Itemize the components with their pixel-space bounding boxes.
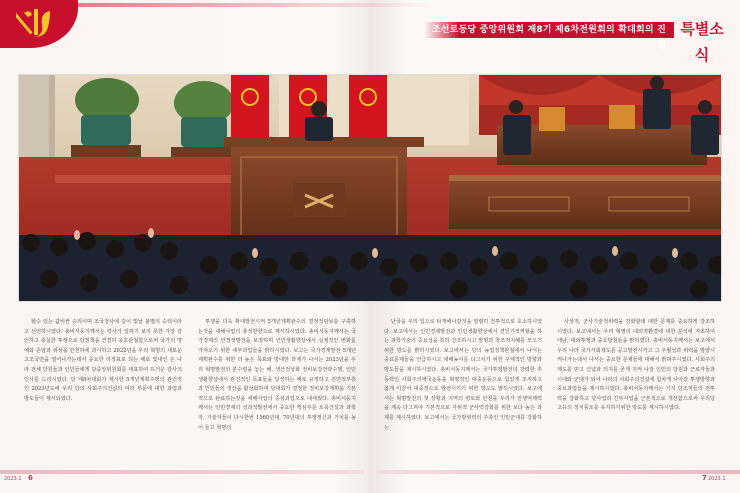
column-4-paragraph: 사상적, 군사기술적위력을 강화할데 대한 문제를 중요하게 강조하시였다. 보고에서는 우리 혁명의 대외적환경에 대한 분석에 기초하여 대남, 대외투쟁과 중요방침들을 밝히였다. 총비서동지께서는 보고에서 우리 나라 국가사회제도를 공고발전시키고 그 우월성과 위력을 발양시켜나가는데서 나서는 중요한 문제들에 대해서 밝혀주시였다. 사회주의제도를 믿고 신념과 의지를 굳게 지켜 나갈 인민의 당원과 근로자들과 시대와 군대가 되어 나라의 사회주의건설에 힘차게 나아갈 투쟁방향과 중요과업들을 제시하시였다. 총비서동지께서는 기지 당조직들의 전투력을 강화하고 당사업과 간부사업을 근본적으로 개선함으로써 우리당 고유의 정치풍토를 유지하기위한 방도를 제시하시였다. (557, 319, 715, 412)
column-3-paragraph: 난국을 우리 힘으로 타개해나갈것을 열렬히 전투적으로 호소하시였다. 보고에서는 인민경제발전과 인민생활향상에서 견인기적역할을 하는 과학기술의 중요성을 특히 강조하시고 발명과 창조적지혜를 모으기 위한 방도를 밝히시였다. 보고에서는 당의 농업정책관철에서 나서는 중요문제들을 언급하시고 새해농사를 다그치기 위한 구체적인 방향과 방도들을 제시하시였다. 총비서동지께서는 국가투쟁발전의 강력한 추동력인 사회주의애국운동을 혁명적인 대중운동으로 힘있게 조직하고 옳게 이끌어 대중적으로 발전시키기 위한 방도도 밝히시였다. 보고에서는 혁명발전의 첫 상황과 지역의 령토와 안전을 우리가 전쟁억제력을 계속 다그쳐야 기본적으로 자위적 군사력강화를 위한 보다 높은 과제를 제시하였다. 보고에서는 국가방위력의 주축인 인민군대를 강화하는 (384, 319, 542, 431)
column-1-paragraph: 할수 있는 값비싼 승리이며 조국청사에 길이 빛날 불멸의 승리이라고 선언하시였다. 총비서동지께서는 력사가 일찌기 보지 못한 가장 강인하고 충실한 투쟁으로 당정책을 견결히 옹호관철함으로써 국가의 명예와 존엄과 위상을 만천하에 과시하고 2022년을 우리 혁명의 새로운 고조국면을 열어나가는데서 중요한 리정표로 되는 해로 빛내인 온 나라 전체 당원들과 인민들에게 당중앙위원회를 대표하여 뜨거운 감사의 인사를 드리시였다. 당 제8차대회가 제시한 5개년계획수행의 관건적인 2023년도에 우리 당의 사회주의건설의 여러 부문에 대한 과업과 방도들이 제시되였다. (24, 319, 182, 402)
special-news-label: 특별소식 (680, 20, 724, 64)
party-emblem-corner (0, 0, 78, 48)
article-title-banner: 조선로동당 중앙위원회 제8기 제6차전원회의 확대회의 진행 (424, 22, 674, 38)
page-number-right: 7 (702, 474, 707, 482)
footer-issue-right: 2023.1 (708, 476, 726, 482)
column-2-paragraph: 투쟁을 더욱 확대발전시켜 5개년계획완수의 결정적담보를 구축하는것을 새해사업의 총적방향으로 제시하시였다. 총비서동지께서는 국가경제의 안정적발전을 보장하며 인민생활향상에서 실제적인 변화를 가져오기 위한 세부과업들을 밝히시였다. 보고는 국가경제발전 5개년계획완수를 위한 더 높은 목표와 방대한 과제가 나서는 2023년을 우리 혁명발전의 분수령을 놓는 해, 생산정상화 정비보강전략수행, 인민생활향상에서 관건적인 목표들을 달성하는 해로 규정하고 전면적부흥과 인민들의 생산을 활성화하며 당대회가 결정한 정비보강계획을 기본적으로 완료하는것을 새해사업의 중심과업으로 내세웠다. 총비서동지께서는 인민경제의 성과적발전에서 중요한 핵심부문 토목건설과 과학자, 기술자들이 다시한번 1960년대, 70년대의 투쟁정신과 기치를 높이 들고 혁명의 (198, 319, 356, 431)
party-emblem-icon (16, 5, 56, 41)
footer-issue-left: 2023.1 (4, 476, 22, 482)
plenary-meeting-photo (18, 74, 722, 302)
footer-line-left (0, 470, 364, 474)
text-column-1 (24, 318, 182, 468)
header-stripe (58, 3, 438, 7)
text-column-3 (384, 318, 542, 468)
page-number-left: 6 (28, 474, 33, 482)
footer-line-right (376, 470, 740, 474)
text-column-4 (557, 318, 715, 468)
text-column-2 (198, 318, 356, 468)
meeting-hall-illustration (19, 75, 722, 302)
